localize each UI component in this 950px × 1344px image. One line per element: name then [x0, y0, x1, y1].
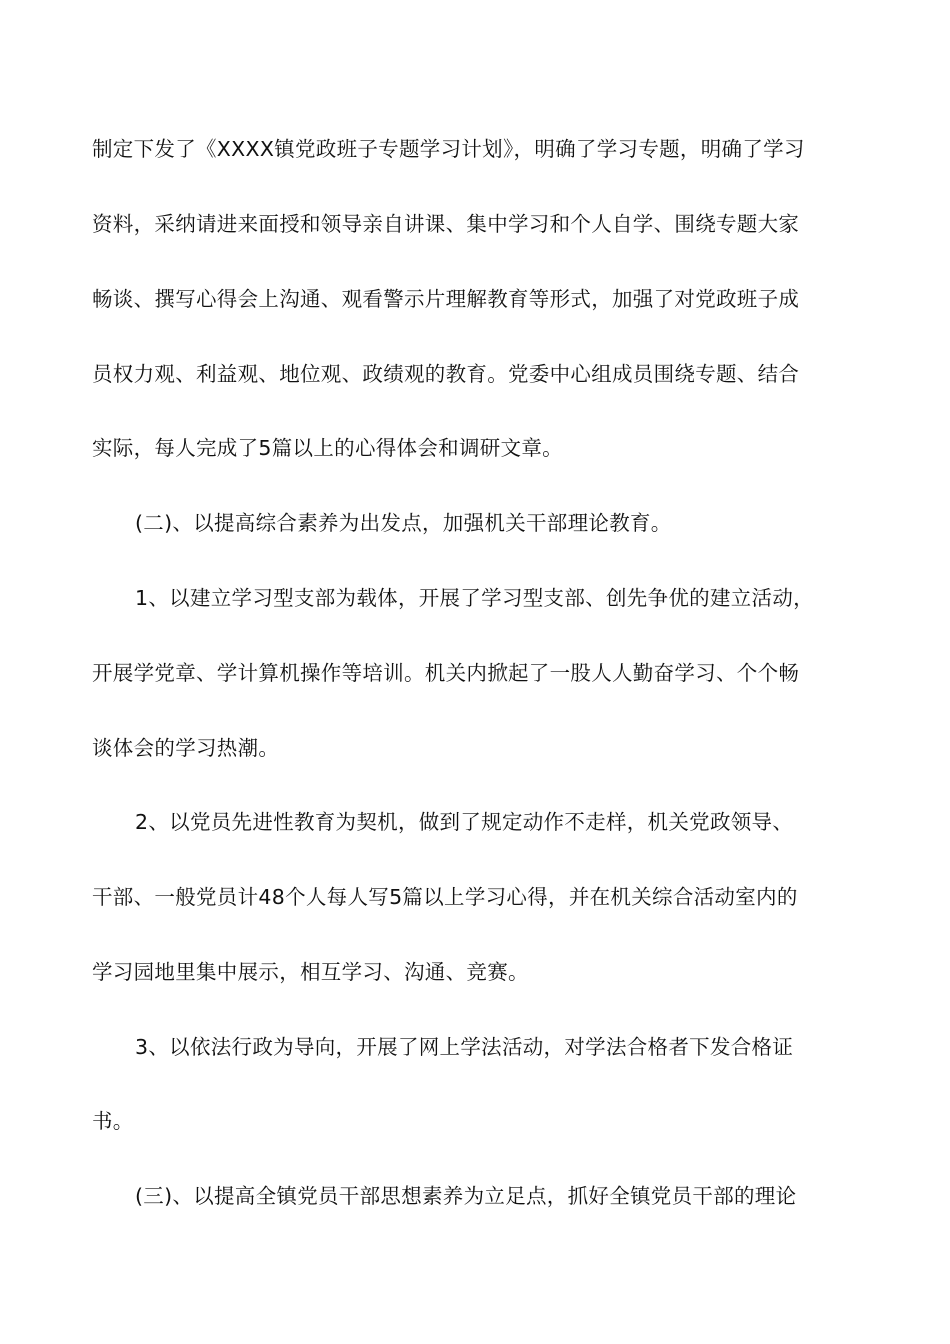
paragraph-line: 书。 — [92, 1109, 134, 1133]
list-item-one-line: 1、以建立学习型支部为载体，开展了学习型支部、创先争优的建立活动， — [135, 586, 814, 610]
list-item-three-line: 3、以依法行政为导向，开展了网上学法活动，对学法合格者下发合格证 — [135, 1035, 794, 1059]
paragraph-line: 谈体会的学习热潮。 — [92, 736, 280, 760]
paragraph-line: 制定下发了《XXXX镇党政班子专题学习计划》，明确了学习专题，明确了学习 — [92, 137, 805, 161]
paragraph-line: 资料，采纳请进来面授和领导亲自讲课、集中学习和个人自学、围绕专题大家 — [92, 212, 800, 236]
paragraph-line: 学习园地里集中展示，相互学习、沟通、竞赛。 — [92, 960, 529, 984]
section-heading-three: (三)、以提高全镇党员干部思想素养为立足点，抓好全镇党员干部的理论 — [135, 1184, 797, 1208]
paragraph-line: 实际，每人完成了5篇以上的心得体会和调研文章。 — [92, 436, 563, 460]
paragraph-line: 畅谈、撰写心得会上沟通、观看警示片理解教育等形式，加强了对党政班子成 — [92, 287, 800, 311]
paragraph-line: 员权力观、利益观、地位观、政绩观的教育。党委中心组成员围绕专题、结合 — [92, 362, 800, 386]
section-heading-two: (二)、以提高综合素养为出发点，加强机关干部理论教育。 — [135, 511, 672, 535]
list-item-two-line: 2、以党员先进性教育为契机，做到了规定动作不走样，机关党政领导、 — [135, 810, 794, 834]
paragraph-line: 开展学党章、学计算机操作等培训。机关内掀起了一股人人勤奋学习、个个畅 — [92, 661, 800, 685]
paragraph-line: 干部、一般党员计48个人每人写5篇以上学习心得，并在机关综合活动室内的 — [92, 885, 798, 909]
